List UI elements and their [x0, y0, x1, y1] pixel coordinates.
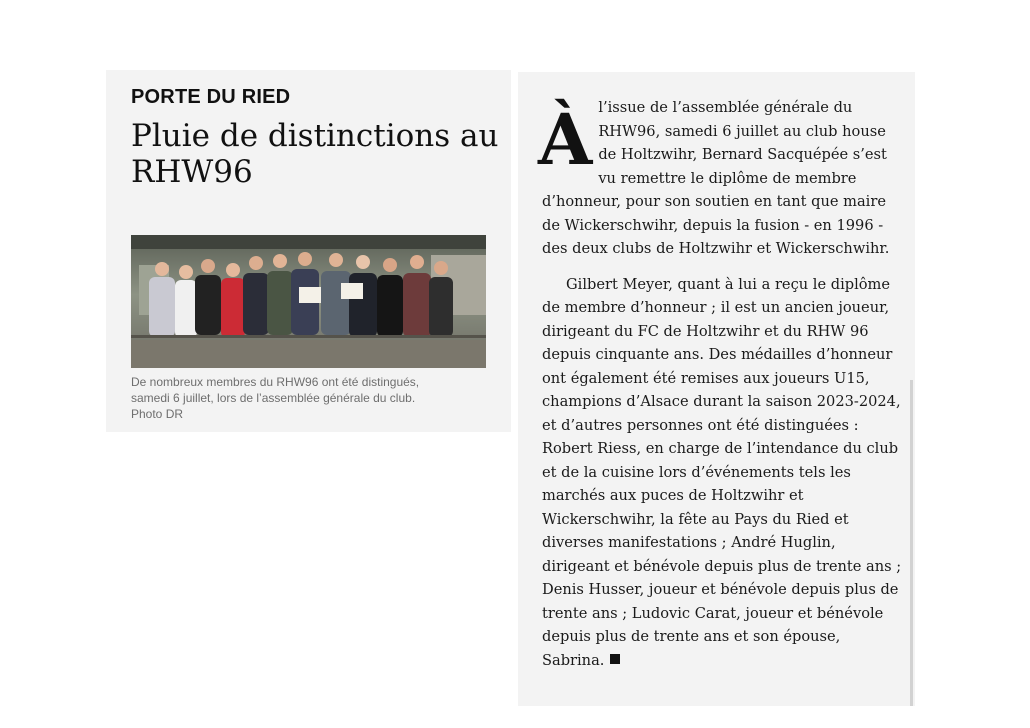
section-kicker: PORTE DU RIED — [131, 86, 291, 108]
caption-credit: Photo DR — [131, 407, 184, 421]
article-paragraph — [542, 273, 902, 673]
group-photo — [131, 235, 486, 368]
article-paragraph — [538, 96, 902, 261]
caption-line: De nombreux membres du RHW96 ont été distingués, — [131, 375, 420, 389]
article-headline: Pluie de distinctions au RHW96 — [131, 118, 499, 190]
article-body-card — [518, 72, 915, 706]
paragraph-text: Gilbert Meyer, quant à lui a reçu le diplôme de membre d’honneur ; il est un ancien joueur, dirigeant du FC de Holtzwihr et du RHW 96 depuis cinquante ans. Des médailles d’honneur ont également été remises aux joueurs U15, champions d’Alsace durant la saison 2023-2024, et d’autres personnes ont été distinguées : Robert Riess, en charge de l’intendance du club et de la cuisine lors d’événements tels les marchés aux puces de Holtzwihr et Wickerschwihr, la fête au Pays du Ried et diverses manifestations ; André Huglin, dirigeant et bénévole depuis plus de trente ans ; Denis Husser, joueur et bénévole depuis plus de trente ans ; Ludovic Carat, joueur et bénévole depuis plus de trente ans et son épouse, Sabrina. — [542, 275, 902, 669]
article-header-card — [106, 70, 511, 432]
photo-caption — [131, 374, 491, 422]
drop-cap: À — [538, 98, 593, 181]
end-of-article-icon — [610, 654, 620, 664]
article-body — [538, 96, 902, 672]
scrollbar-track[interactable] — [910, 380, 913, 706]
group-photo-illustration — [131, 235, 486, 368]
caption-line: samedi 6 juillet, lors de l’assemblée générale du club. — [131, 391, 416, 405]
paragraph-text: l’issue de l’assemblée générale du RHW96, samedi 6 juillet au club house de Holtzwihr, Bernard Sacquépée s’est vu remettre le diplôme de membre d’honneur, pour son soutien en tant que maire de Wickerschwihr, depuis la fusion - en 1996 - des deux clubs de Holtzwihr et Wickerschwihr. — [542, 99, 890, 257]
